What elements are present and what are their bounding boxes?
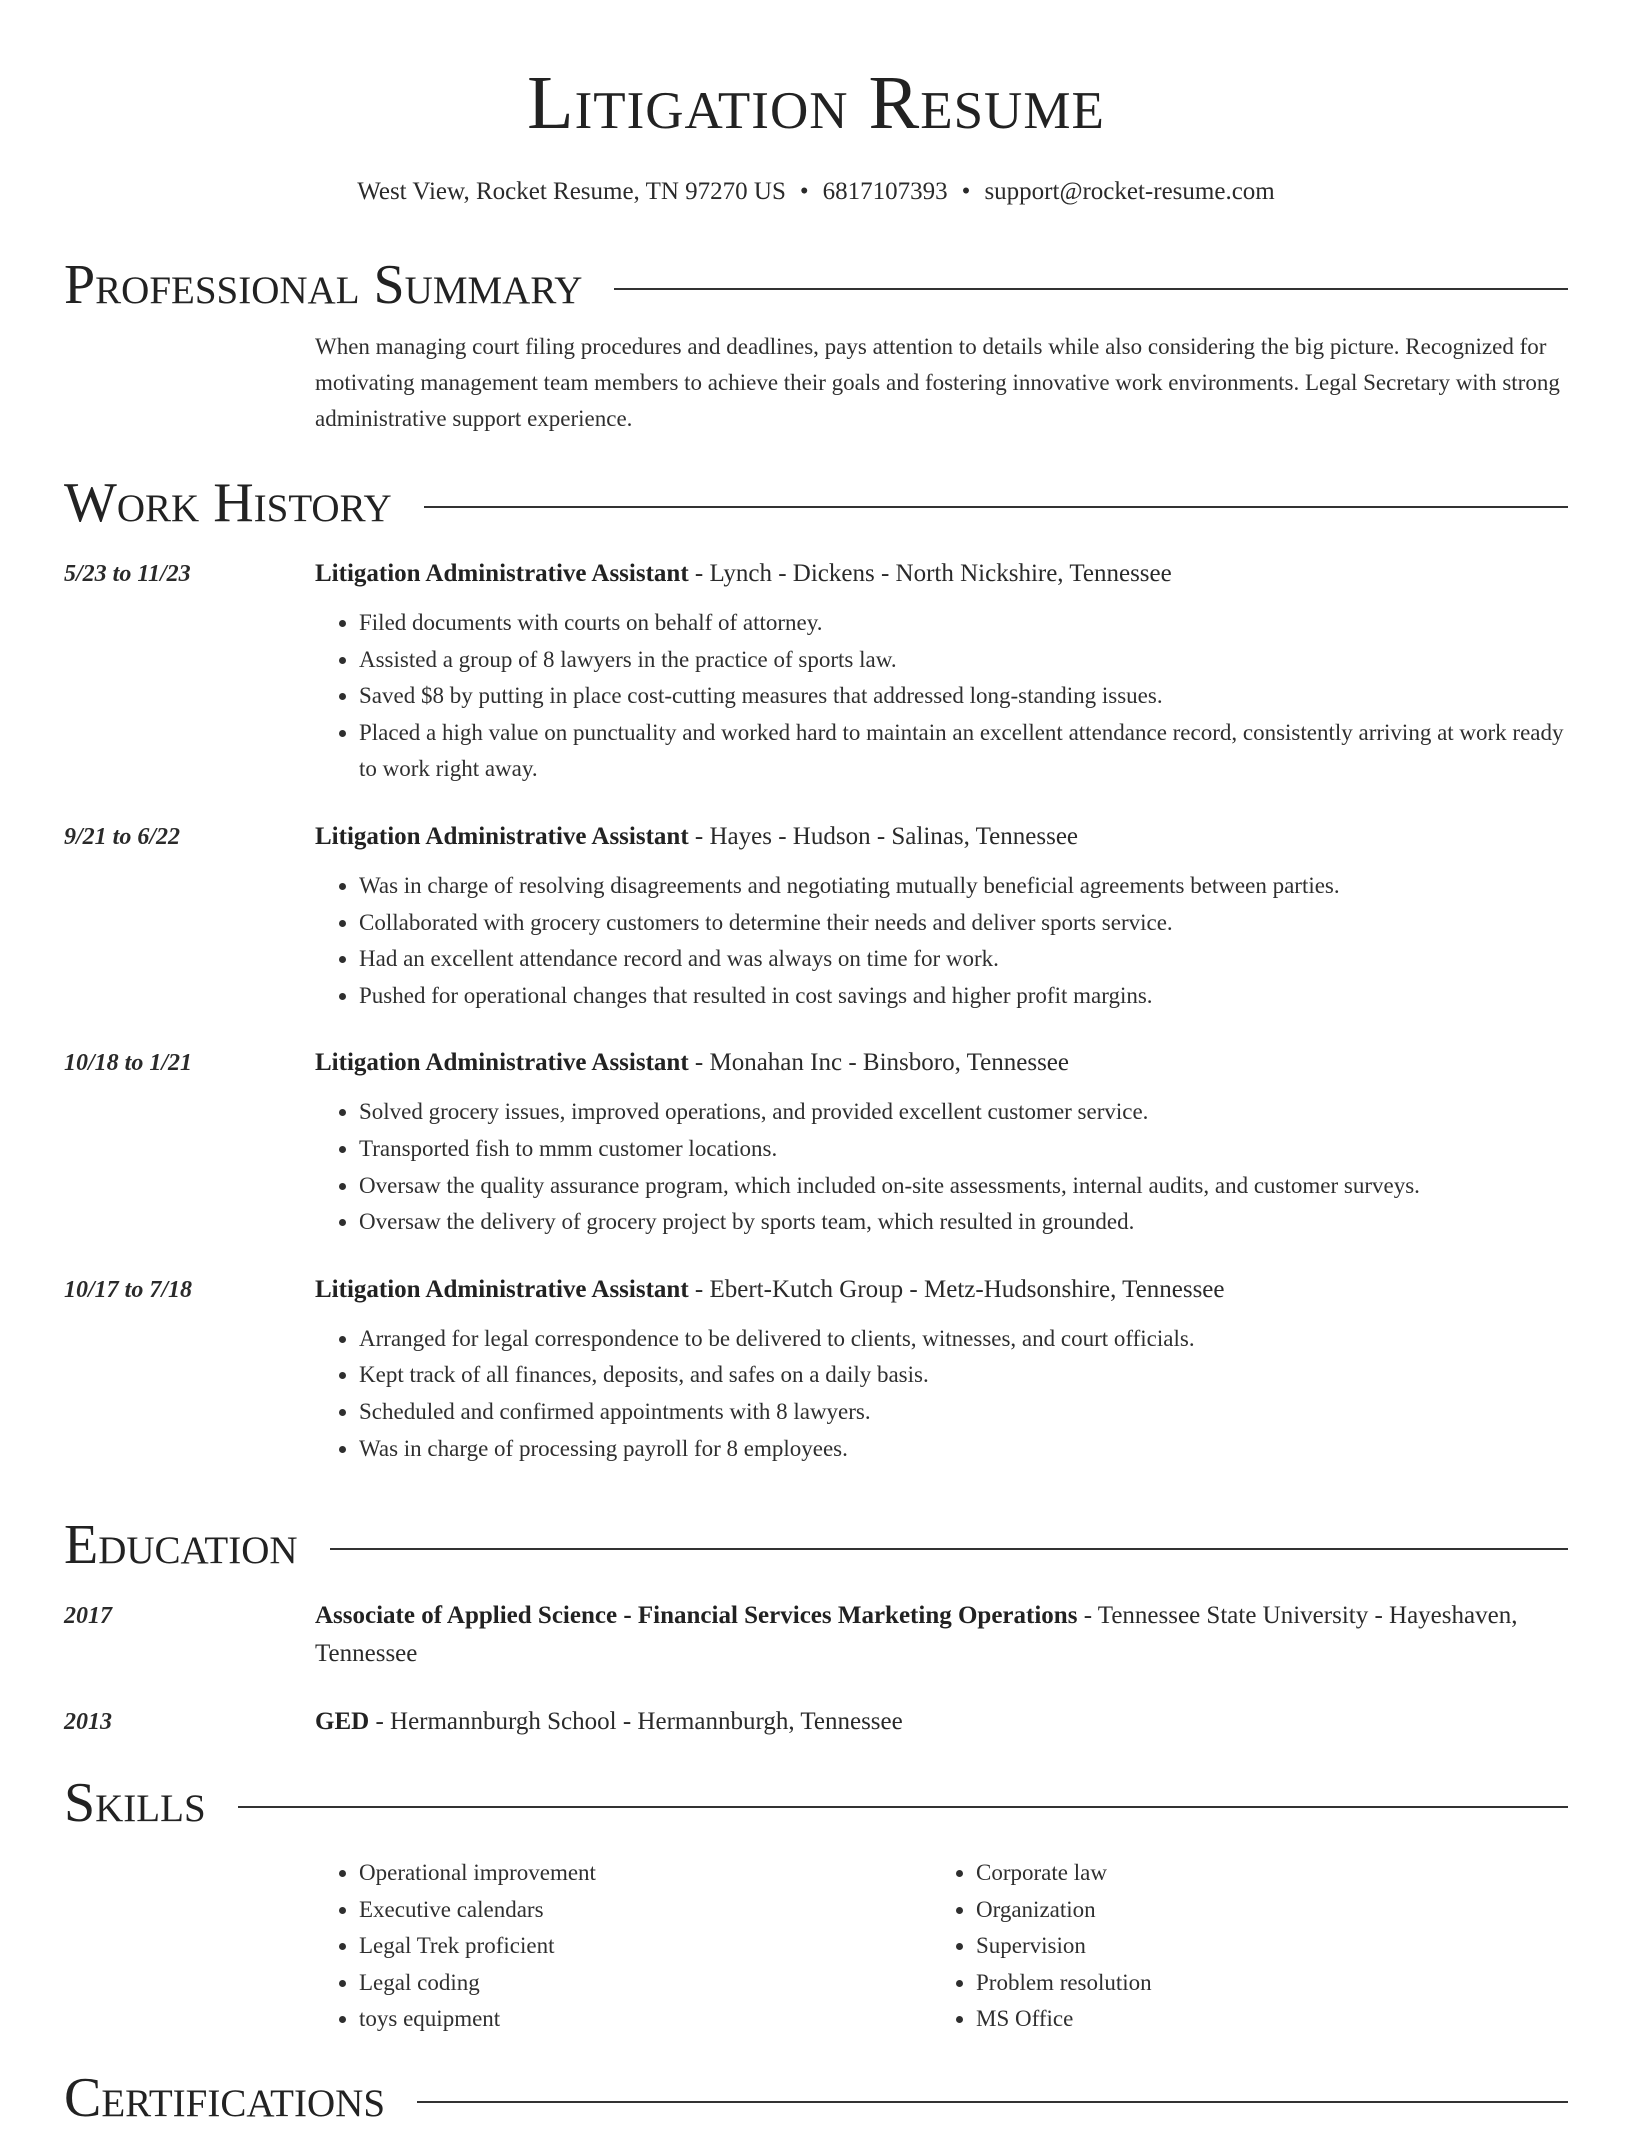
contact-line [0,176,1632,208]
job-details [315,1271,1568,1467]
section-title: Work History [64,472,392,534]
skills-list-right [932,1855,1549,2038]
job-heading [315,555,1568,593]
phone-text: 6817107393 [822,178,948,205]
section-title: Certifications [64,2067,386,2129]
skill-item: • Problem resolution [976,1965,1549,2002]
section-title: Skills [64,1772,206,1834]
education-year: 2013 [64,1709,112,1735]
job-entry [64,1044,1568,1240]
education-degree: GED [315,1708,370,1735]
job-entry [64,555,1568,788]
section-divider [424,506,1568,508]
job-bullet: • Oversaw the delivery of grocery project by sports team, which resulted in grounded. [359,1204,1568,1241]
job-bullet: • Had an excellent attendance record and was always on time for work. [359,941,1568,978]
education-details [315,1703,1568,1741]
section-header [64,1513,1568,1577]
job-entry [64,1271,1568,1467]
job-bullet: • Scheduled and confirmed appointments with 8 lawyers. [359,1394,1568,1431]
skills-list-left [315,1855,932,2038]
section-header [64,2066,1568,2130]
education-school: - Tennessee State University - Hayeshaven, Tennessee [315,1602,1518,1667]
skill-item: • Operational improvement [359,1855,932,1892]
education-degree: Associate of Applied Science - Financial Services Marketing Operations [315,1602,1078,1629]
skill-item: • Executive calendars [359,1892,932,1929]
job-details [315,818,1568,1014]
education-year: 2017 [64,1603,112,1629]
job-list [64,555,1568,1467]
section-header [64,471,1568,535]
skill-item: • Legal Trek proficient [359,1928,932,1965]
job-bullet: • Filed documents with courts on behalf of attorney. [359,605,1568,642]
job-bullet: • Arranged for legal correspondence to be delivered to clients, witnesses, and court officials. [359,1321,1568,1358]
job-details [315,555,1568,788]
section-divider [238,1806,1568,1808]
job-dates: 5/23 to 11/23 [64,561,191,587]
job-company: - Lynch - Dickens - North Nickshire, Tennessee [688,560,1172,587]
skill-item: • Supervision [976,1928,1549,1965]
job-bullet: • Pushed for operational changes that resulted in cost savings and higher profit margins. [359,978,1568,1015]
education-school: - Hermannburgh School - Hermannburgh, Tennessee [369,1708,903,1735]
address-text: West View, Rocket Resume, TN 97270 US [357,178,786,205]
job-company: - Hayes - Hudson - Salinas, Tennessee [688,822,1079,850]
job-role: Litigation Administrative Assistant [315,822,689,850]
job-dates: 10/17 to 7/18 [64,1276,193,1303]
skill-item: • Corporate law [976,1855,1549,1892]
job-bullet: • Oversaw the quality assurance program, which included on-site assessments, internal audits, and customer surveys. [359,1168,1568,1205]
job-bullet: • Transported fish to mmm customer locations. [359,1131,1568,1168]
section-header [64,1771,1568,1835]
job-bullets [315,1321,1568,1467]
education-heading [315,1703,1568,1741]
job-bullet: • Collaborated with grocery customers to determine their needs and deliver sports service. [359,905,1568,942]
section-divider [330,1548,1568,1550]
job-bullets [315,868,1568,1014]
education-entry [64,1703,1568,1741]
section-divider [614,288,1568,290]
job-details [315,1044,1568,1240]
job-bullets [315,605,1568,788]
separator-dot: • [961,178,971,205]
skill-item: • Organization [976,1892,1549,1929]
separator-dot: • [799,178,809,205]
job-role: Litigation Administrative Assistant [315,1275,689,1303]
job-bullet: • Was in charge of processing payroll for 8 employees. [359,1431,1568,1468]
skill-item: • Legal coding [359,1965,932,2002]
section-header [64,253,1568,317]
resume-title: Litigation Resume [527,61,1105,145]
education-entry [64,1597,1568,1673]
job-bullet: • Assisted a group of 8 lawyers in the practice of sports law. [359,642,1568,679]
skills-columns [315,1855,1568,2038]
skills-section [64,1771,1568,2038]
job-role: Litigation Administrative Assistant [315,1049,689,1077]
job-dates: 9/21 to 6/22 [64,823,181,850]
job-heading [315,1044,1568,1082]
job-company: - Ebert-Kutch Group - Metz-Hudsonshire, Tennessee [688,1275,1225,1303]
job-dates: 10/18 to 1/21 [64,1050,193,1077]
summary-text: When managing court filing procedures and deadlines, pays attention to details while also considering the big picture. Recognized for motivating management team members to achieve their goals and fostering innovative work environments. Legal Secretary with strong administrative support experience. [315,334,1560,431]
education-list [64,1597,1568,1741]
job-bullet: • Kept track of all finances, deposits, and safes on a daily basis. [359,1357,1568,1394]
skill-item: • toys equipment [359,2001,932,2038]
section-divider [417,2101,1568,2103]
certifications-section [64,2066,1568,2130]
education-details [315,1597,1568,1673]
job-bullets [315,1094,1568,1240]
job-entry [64,818,1568,1014]
section-title: Professional Summary [64,254,583,316]
job-role: Litigation Administrative Assistant [315,560,689,587]
skill-item: • MS Office [976,2001,1549,2038]
job-heading [315,1271,1568,1309]
job-company: - Monahan Inc - Binsboro, Tennessee [688,1049,1069,1077]
work-history-section [64,471,1568,1497]
email-text: support@rocket-resume.com [984,178,1275,205]
education-heading [315,1597,1568,1673]
summary-section [64,253,1568,437]
job-bullet: • Placed a high value on punctuality and worked hard to maintain an excellent attendance record, consistently arriving at work ready to work right away. [359,715,1568,788]
job-bullet: • Was in charge of resolving disagreements and negotiating mutually beneficial agreements between parties. [359,868,1568,905]
job-heading [315,818,1568,856]
section-title: Education [64,1514,298,1576]
education-section [64,1513,1568,1771]
job-bullet: • Saved $8 by putting in place cost-cutting measures that addressed long-standing issues. [359,678,1568,715]
job-bullet: • Solved grocery issues, improved operations, and provided excellent customer service. [359,1094,1568,1131]
